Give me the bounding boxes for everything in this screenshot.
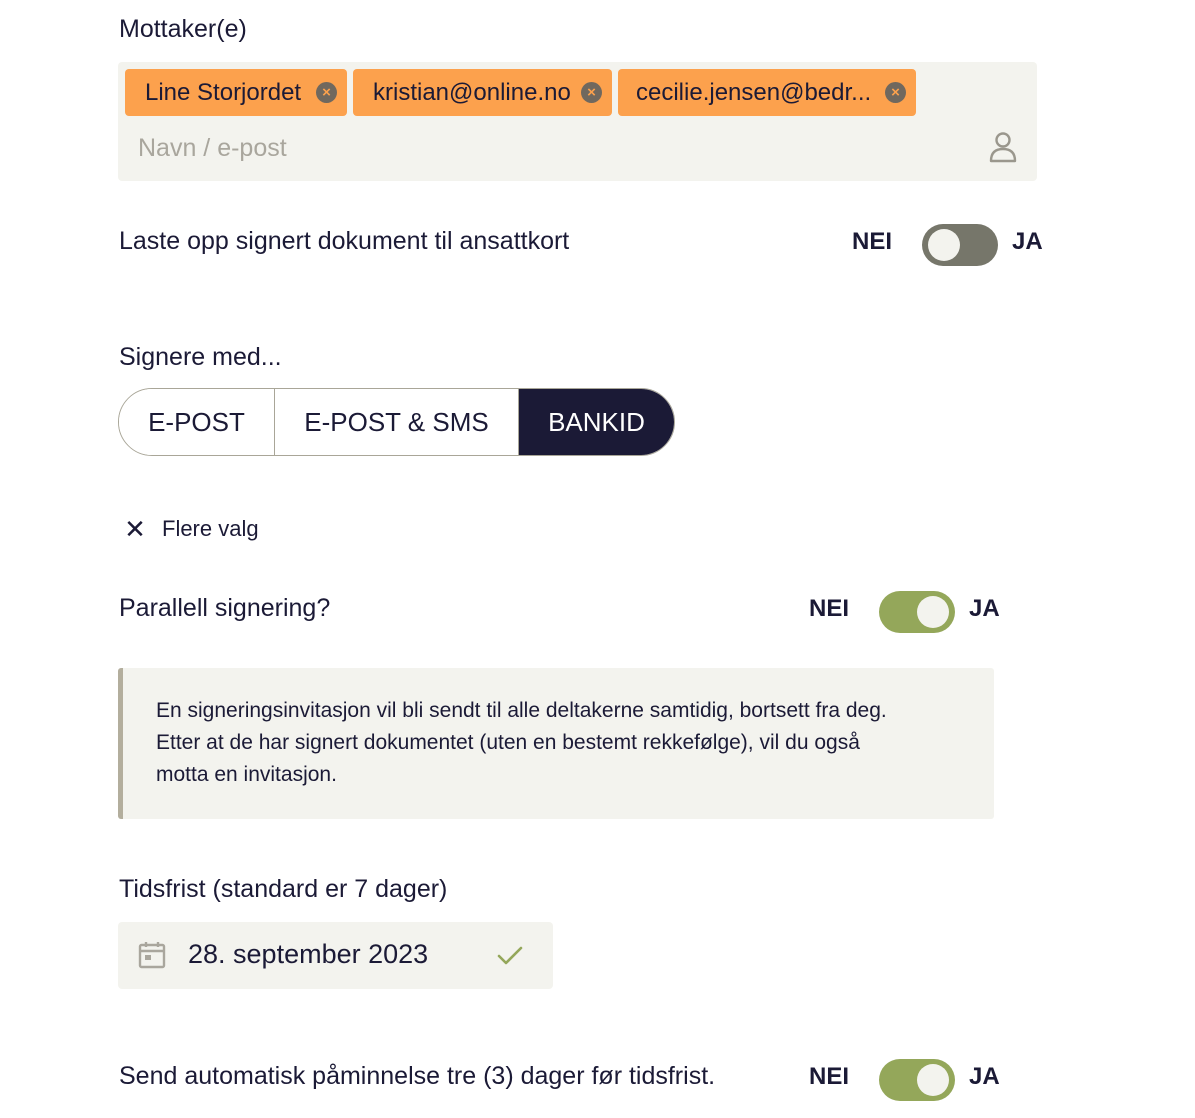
recipient-chip-label: cecilie.jensen@bedr... [636,78,872,106]
upload-no-label: NEI [852,228,893,255]
recipient-chip [353,69,612,116]
upload-toggle[interactable] [922,224,998,266]
info-line: Etter at de har signert dokumentet (uten en bestemt rekkefølge), vil du også [156,731,860,754]
deadline-date-field[interactable] [118,922,553,989]
recipients-field[interactable] [118,62,1037,181]
upload-yes-label: JA [1012,228,1043,255]
parallel-info-box [118,668,994,819]
info-line: motta en invitasjon. [156,763,337,786]
recipient-chip [125,69,347,116]
recipients-label: Mottaker(e) [119,15,247,43]
remove-chip-icon[interactable]: × [581,82,602,103]
recipient-chip-label: kristian@online.no [373,78,571,106]
sign-option-email-sms[interactable]: E-POST & SMS [274,389,518,455]
deadline-label: Tidsfrist (standard er 7 dager) [119,875,448,903]
parallel-yes-label: JA [969,595,1000,622]
more-options-toggle[interactable] [124,516,259,542]
more-options-label: Flere valg [162,516,259,541]
reminder-yes-label: JA [969,1063,1000,1090]
reminder-no-label: NEI [809,1063,850,1090]
person-icon[interactable] [988,131,1018,163]
reminder-label: Send automatisk påminnelse tre (3) dager før tidsfrist. [119,1062,716,1090]
check-icon [497,946,523,966]
remove-chip-icon[interactable]: × [885,82,906,103]
close-icon: ✕ [124,514,146,544]
parallel-no-label: NEI [809,595,850,622]
deadline-date-value: 28. september 2023 [188,939,429,969]
info-line: En signeringsinvitasjon vil bli sendt til alle deltakerne samtidig, bortsett fra deg. [156,699,887,722]
toggle-knob [917,596,949,628]
toggle-knob [917,1064,949,1096]
parallel-toggle[interactable] [879,591,955,633]
sign-option-bankid[interactable]: BANKID [518,389,674,455]
remove-chip-icon[interactable]: × [316,82,337,103]
reminder-toggle[interactable] [879,1059,955,1101]
toggle-knob [928,229,960,261]
upload-label: Laste opp signert dokument til ansattkort [119,227,570,255]
recipient-chip-label: Line Storjordet [145,78,302,106]
sign-with-label: Signere med... [119,343,282,371]
calendar-icon [138,941,166,969]
sign-method-selector [118,388,675,456]
recipient-search-input[interactable] [138,128,958,168]
sign-option-email[interactable]: E-POST [119,389,274,455]
recipient-chip [618,69,916,116]
parallel-label: Parallell signering? [119,594,331,622]
